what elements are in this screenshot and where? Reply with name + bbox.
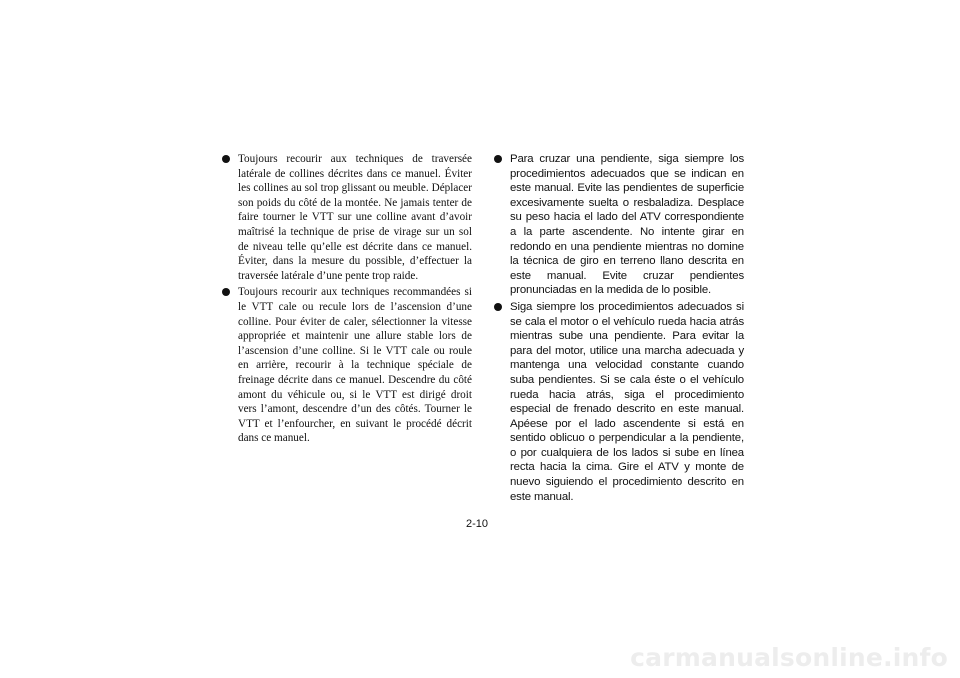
list-item (222, 285, 472, 446)
bullet-icon (222, 288, 230, 296)
paragraph-text: Siga siempre los procedimientos adecuados si se cala el motor o el vehículo rueda hacia atrás mientras sube una pendiente. Para evitar la para del motor, utilice una marcha adecuada y mantenga una velocidad constante cuando suba pendientes. Si se cala éste o el vehículo rueda hacia atrás, siga el procedimiento especial de frenado descrito en este manual. Apéese por el lado ascendente si está en sentido oblicuo o perpendicular a la pendiente, o por cualquiera de los lados si sube en línea recta hacia la cima. Gire el ATV y monte de nuevo siguiendo el procedimiento descrito en este manual. (510, 300, 744, 503)
list-item (494, 152, 744, 298)
bullet-icon (494, 155, 502, 163)
spanish-column (494, 152, 744, 506)
watermark: carmanualsonline.info (630, 643, 948, 672)
bullet-icon (222, 155, 230, 163)
bullet-icon (494, 303, 502, 311)
paragraph-text: Toujours recourir aux techniques recommandées si le VTT cale ou recule lors de l’ascension d’une colline. Pour éviter de caler, sélectionner la vitesse appropriée et maintenir une allure stable lors de l’ascension d’une colline. Si le VTT cale ou roule en arrière, recourir à la technique spéciale de freinage décrite dans ce manuel. Descendre du côté amont du véhicule ou, si le VTT est dirigé droit vers l’amont, descendre d’un des côtés. Tourner le VTT et l’enfourcher, en suivant le procédé décrit dans ce manuel. (238, 286, 472, 445)
paragraph-text: Toujours recourir aux techniques de traversée latérale de collines décrites dans ce manuel. Éviter les collines au sol trop glissant ou meuble. Déplacer son poids du côté de la montée. Ne jamais tenter de faire tourner le VTT sur une colline avant d’avoir maîtrisé la technique de prise de virage sur un sol de niveau telle qu’elle est décrite dans ce manuel. Éviter, dans la mesure du possible, d’effectuer la traversée latérale d’une pente trop raide. (238, 153, 472, 282)
paragraph-text: Para cruzar una pendiente, siga siempre los procedimientos adecuados que se indican en este manual. Evite las pendientes de superficie excesivamente suelta o resbaladiza. Desplace su peso hacia el lado del ATV correspondiente a la parte ascendente. No intente girar en redondo en una pendiente mientras no domine la técnica de giro en terreno llano descrita en este manual. Evite cruzar pendientes pronunciadas en la medida de lo posible. (510, 153, 744, 297)
list-item (222, 152, 472, 283)
list-item (494, 300, 744, 504)
page-number: 2-10 (466, 518, 489, 530)
french-column (222, 152, 472, 448)
